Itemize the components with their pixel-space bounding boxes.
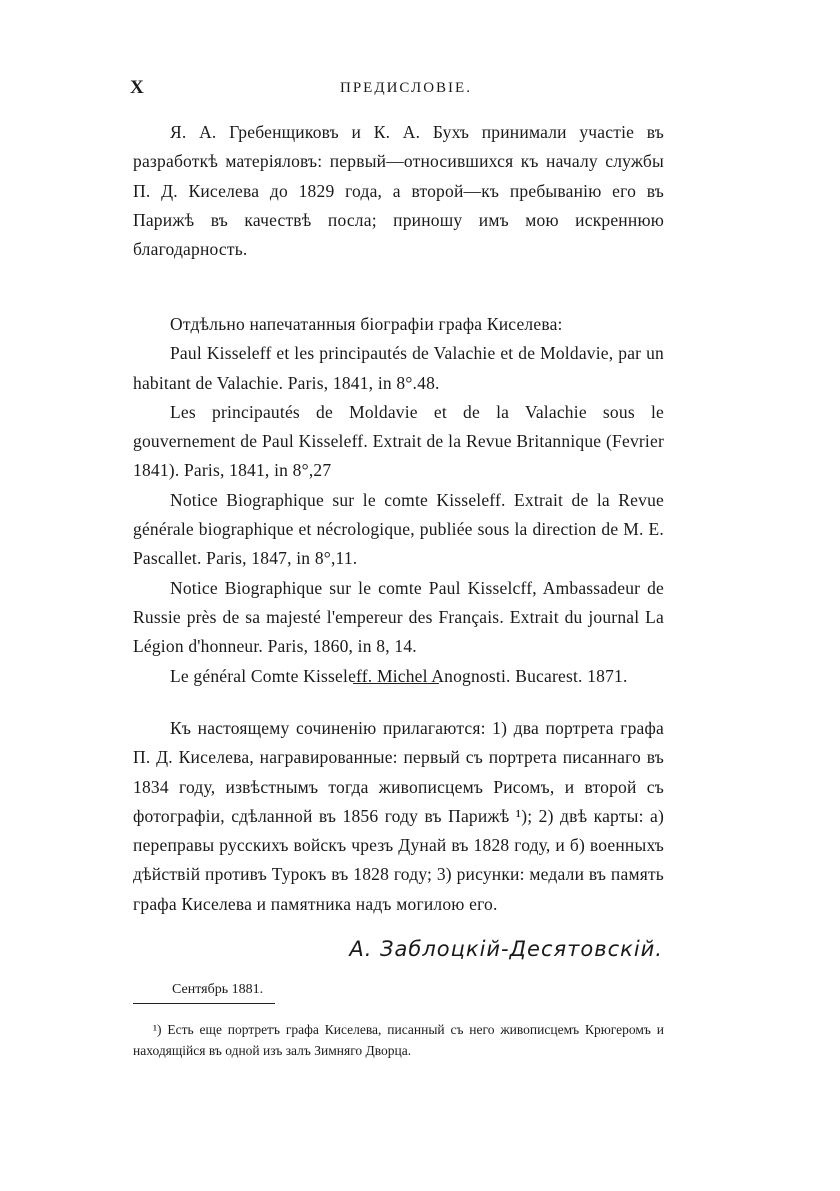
bibliography-item: Paul Kisseleff et les principautés de Valachie et de Moldavie, par un habitant de Valachie. Paris, 1841, in 8°.48. <box>133 343 664 393</box>
bibliography-heading: Отдѣльно напечатанныя біографіи графа Киселева: <box>170 314 563 334</box>
bibliography-item: Notice Biographique sur le comte Kisseleff. Extrait de la Revue générale biographique et nécrologique, publiée sous la direction de M. E. Pascallet. Paris, 1847, in 8°,11. <box>133 489 664 569</box>
bibliography-section <box>133 310 664 691</box>
bibliography-item: Notice Biographique sur le comte Paul Kisselcff, Ambassadeur de Russie près de sa majesté l'empereur des Français. Extrait du journal La Légion d'honneur. Paris, 1860, in 8, 14. <box>133 577 664 657</box>
page-number: X <box>130 77 145 98</box>
footnote-rule <box>133 1003 275 1004</box>
section-divider <box>353 683 439 684</box>
illustrations-paragraph: Къ настоящему сочиненію прилагаются: 1) два портрета графа П. Д. Киселева, награвированные: первый съ портрета писаннаго въ 1834 году, извѣстнымъ тогда живописцемъ Рисомъ, и второй съ фотографіи, сдѣланной въ 1856 году въ Парижѣ ¹); 2) двѣ карты: а) переправы русскихъ войскъ чрезъ Дунай въ 1828 году, и б) военныхъ дѣйствій противъ Турокъ въ 1828 году; 3) рисунки: медали въ память графа Киселева и памятника надъ могилою его. <box>133 718 664 914</box>
date-line: Сентябрь 1881. <box>172 982 264 997</box>
author-signature: А. Заблоцкій-Десятовскій. <box>349 937 663 961</box>
bibliography-item: Les principautés de Moldavie et de la Valachie sous le gouvernement de Paul Kisseleff. Extrait de la Revue Britannique (Fevrier 1841). Paris, 1841, in 8°,27 <box>133 401 664 481</box>
running-title: ПРЕДИСЛОВІЕ. <box>340 80 472 96</box>
footnote <box>133 1019 664 1061</box>
footnote-marker: ¹) <box>153 1022 162 1037</box>
bibliography-item: Le général Comte Kisseleff. Michel Anognosti. Bucarest. 1871. <box>170 665 628 686</box>
acknowledgement-paragraph: Я. А. Гребенщиковъ и К. А. Бухъ принимали участіе въ разработкѣ матеріяловъ: первый—относившихся къ началу службы П. Д. Киселева до 1829 года, а второй—къ пребыванію его въ Парижѣ въ качествѣ посла; приношу имъ мою искреннюю благодарность. <box>133 122 664 260</box>
footnote-text: Есть еще портретъ графа Киселева, писанный съ него живописцемъ Крюгеромъ и находящійся въ одной изъ залъ Зимняго Дворца. <box>133 1022 664 1058</box>
